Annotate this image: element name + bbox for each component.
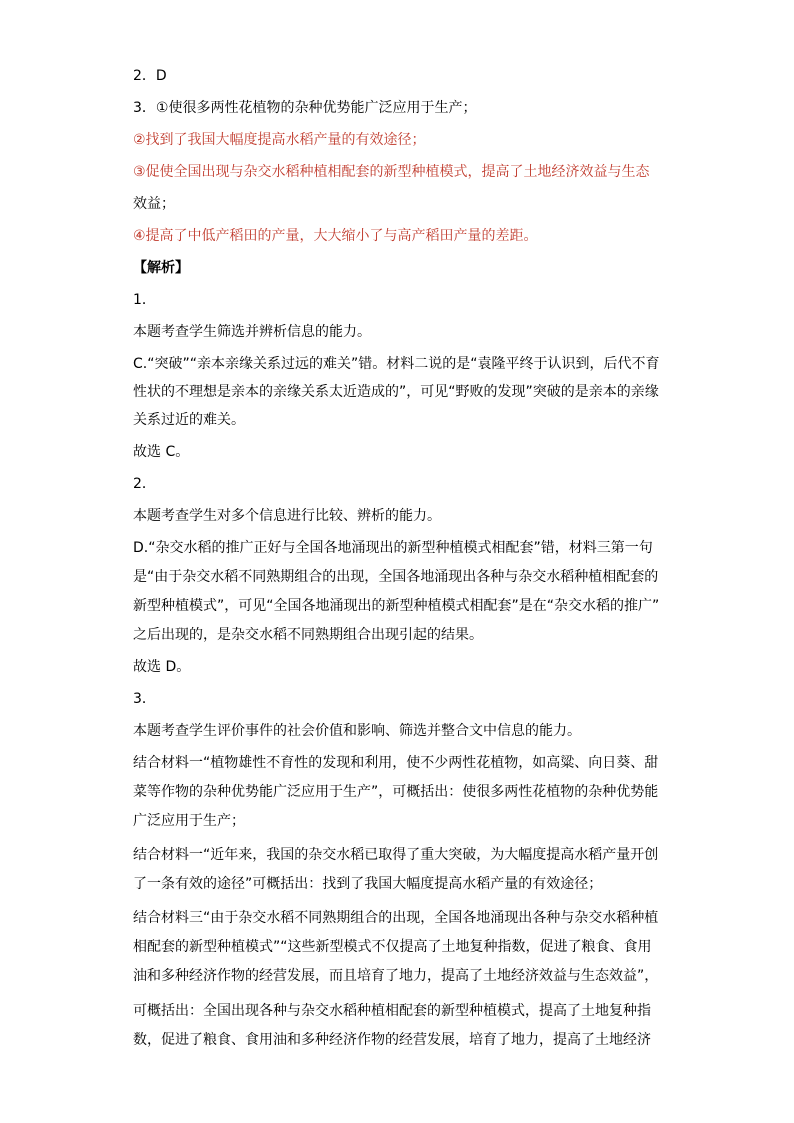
answer-3-item-2: ②找到了我国大幅度提高水稻产量的有效途径； <box>133 132 426 148</box>
q2-number: 2． <box>133 476 156 492</box>
answer-3-item-1: 3．①使很多两性花植物的杂种优势能广泛应用于生产； <box>133 100 477 116</box>
answer-3-item-3: ③促使全国出现与杂交水稻种植相配套的新型种植模式，提高了土地经济效益与生态 <box>133 164 650 180</box>
q3-intro: 本题考查学生评价事件的社会价值和影响、筛选并整合文中信息的能力。 <box>133 723 581 739</box>
q3-para1-line-3: 广泛应用于生产； <box>133 813 245 829</box>
q3-para3-line-4: 可概括出：全国出现各种与杂交水稻种植相配套的新型种植模式，提高了土地复种指 <box>133 1003 651 1019</box>
q3-para2-line-2: 了一条有效的途径”可概括出：找到了我国大幅度提高水稻产量的有效途径； <box>133 876 603 892</box>
q2-choice: 故选 D。 <box>133 659 191 675</box>
q2-intro: 本题考查学生对多个信息进行比较、辨析的能力。 <box>133 508 441 524</box>
q1-body-line-1: C.“突破”“亲本亲缘关系过远的难关”错。材料二说的是“袁隆平终于认识到，后代不育 <box>133 356 660 372</box>
q3-para3-line-1: 结合材料三“由于杂交水稻不同熟期组合的出现，全国各地涌现出各种与杂交水稻种植 <box>133 910 659 926</box>
answer-2: 2．D <box>133 68 167 84</box>
q1-intro: 本题考查学生筛选并辨析信息的能力。 <box>133 324 371 340</box>
q1-body-line-2: 性状的不理想是亲本的亲缘关系太近造成的”，可见“野败的发现”突破的是亲本的亲缘 <box>133 384 659 400</box>
q3-para3-line-2: 相配套的新型种植模式”“这些新型模式不仅提高了土地复种指数，促进了粮食、食用 <box>133 939 652 955</box>
answer-3-item-4: ④提高了中低产稻田的产量，大大缩小了与高产稻田产量的差距。 <box>133 228 538 244</box>
q3-para3-line-3: 油和多种经济作物的经营发展，而且培育了地力，提高了土地经济效益与生态效益”， <box>133 968 659 984</box>
q3-para2-line-1: 结合材料一“近年来，我国的杂交水稻已取得了重大突破，为大幅度提高水稻产量开创 <box>133 847 659 863</box>
q2-body-line-4: 之后出现的，是杂交水稻不同熟期组合出现引起的结果。 <box>133 627 483 643</box>
q2-body-line-3: 新型种植模式”，可见“全国各地涌现出的新型种植模式相配套”是在“杂交水稻的推广” <box>133 598 660 614</box>
q3-para3-line-5: 数，促进了粮食、食用油和多种经济作物的经营发展，培育了地力，提高了土地经济 <box>133 1032 651 1048</box>
analysis-heading: 【解析】 <box>133 260 189 276</box>
q1-number: 1． <box>133 292 156 308</box>
q3-para1-line-1: 结合材料一“植物雄性不育性的发现和利用，使不少两性花植物，如高粱、向日葵、甜 <box>133 755 659 771</box>
q1-body-line-3: 关系过近的难关。 <box>133 412 245 428</box>
q3-para1-line-2: 菜等作物的杂种优势能广泛应用于生产”，可概括出：使很多两性花植物的杂种优势能 <box>133 784 659 800</box>
q2-body-line-1: D.“杂交水稻的推广正好与全国各地涌现出的新型种植模式相配套”错，材料三第一句 <box>133 540 653 556</box>
q3-number: 3． <box>133 691 156 707</box>
answer-3-item-3-cont: 效益； <box>133 196 175 212</box>
q1-choice: 故选 C。 <box>133 444 190 460</box>
q2-body-line-2: 是“由于杂交水稻不同熟期组合的出现，全国各地涌现出各种与杂交水稻种植相配套的 <box>133 569 659 585</box>
